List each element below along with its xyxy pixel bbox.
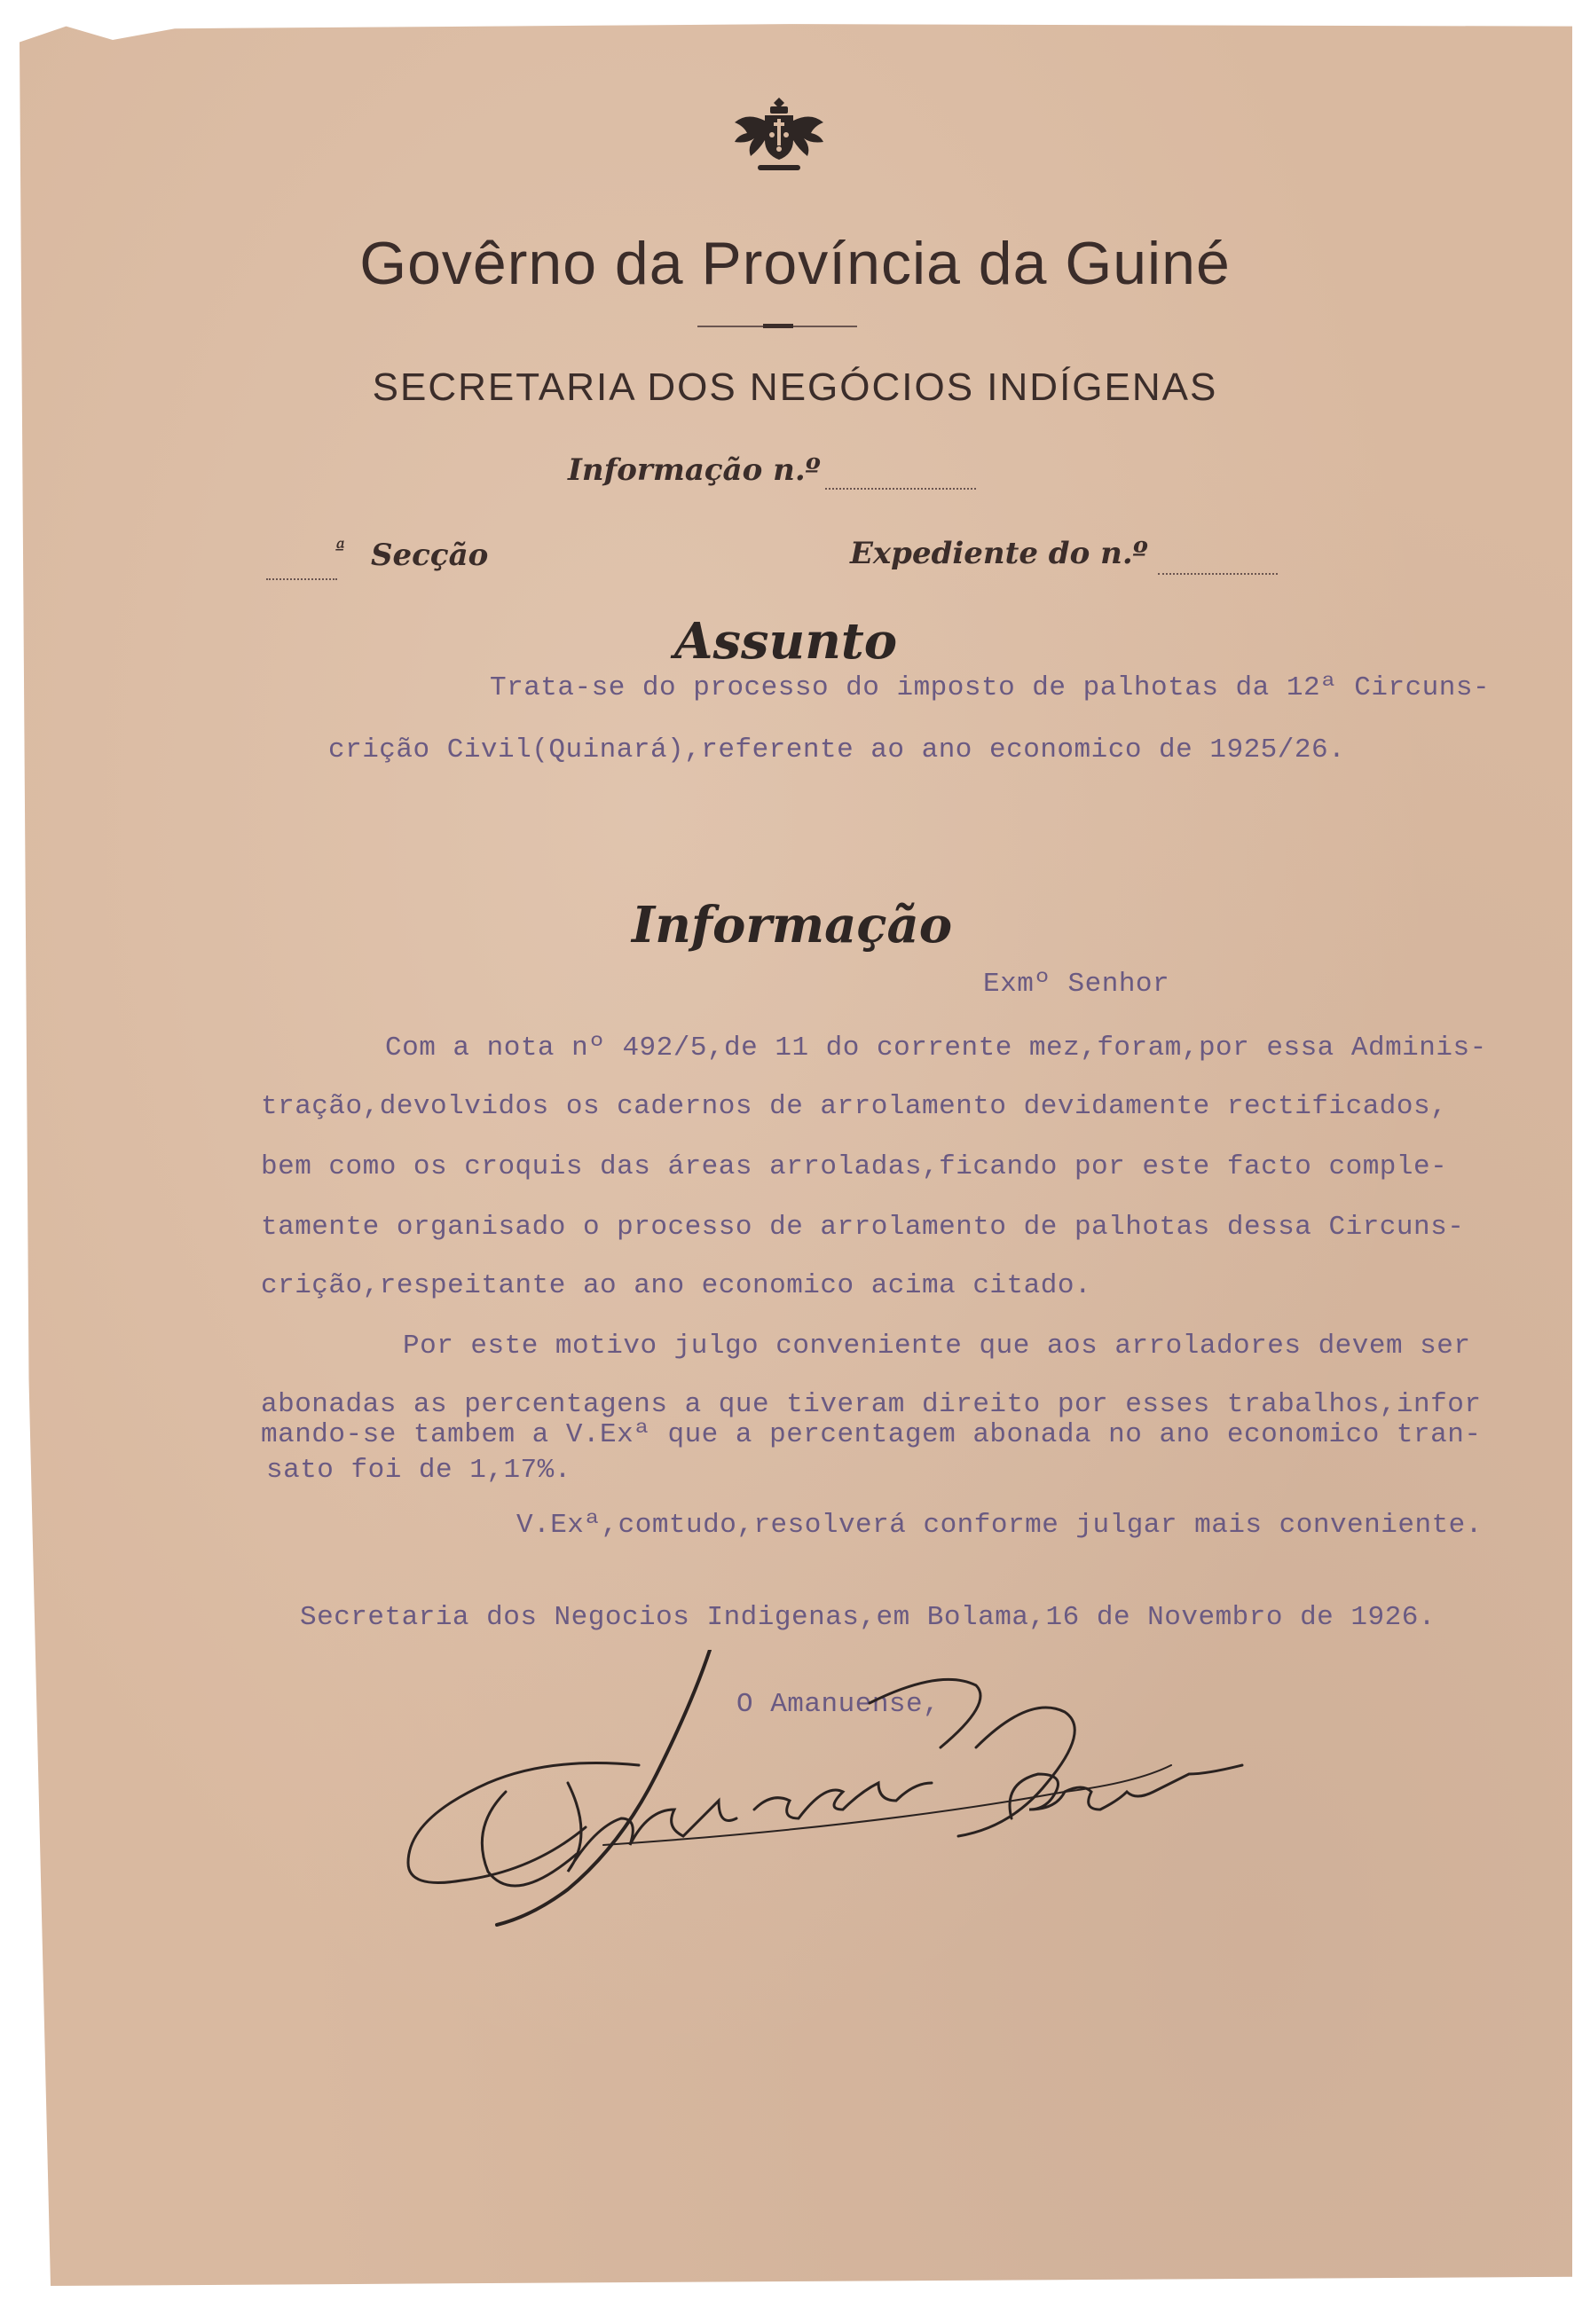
informacao-number-label: Informação n.º xyxy=(568,452,821,488)
government-title: Govêrno da Província da Guiné xyxy=(359,230,1231,297)
body-line: abonadas as percentagens a que tiveram direito por esses trabalhos,infor xyxy=(261,1389,1482,1420)
coat-of-arms-icon xyxy=(726,90,832,179)
expediente-blank xyxy=(1158,571,1278,575)
body-line: tamente organisado o processo de arrolamento de palhotas dessa Circuns- xyxy=(261,1212,1465,1243)
seccao-blank xyxy=(266,577,337,580)
body-line: Por este motivo julgo conveniente que aos arroladores devem ser xyxy=(403,1331,1471,1362)
place-date-line: Secretaria dos Negocios Indigenas,em Bolama,16 de Novembro de 1926. xyxy=(300,1602,1436,1633)
title-rule-accent xyxy=(763,324,793,328)
expediente-label: Expediente do n.º xyxy=(850,536,1148,571)
salutation: Exmº Senhor xyxy=(983,969,1170,1000)
informacao-number-blank xyxy=(825,486,976,490)
handwritten-signature xyxy=(373,1650,1349,1943)
seccao-prefix: ª xyxy=(335,538,345,561)
signatory-title: O Amanuense, xyxy=(736,1689,941,1720)
seccao-label: Secção xyxy=(371,538,489,573)
body-line: tração,devolvidos os cadernos de arrolamento devidamente rectificados, xyxy=(261,1091,1448,1122)
body-line: crição,respeitante ao ano economico acima citado. xyxy=(261,1270,1092,1301)
assunto-heading: Assunto xyxy=(674,612,898,671)
body-line: Com a nota nº 492/5,de 11 do corrente mez,foram,por essa Adminis- xyxy=(385,1032,1487,1064)
informacao-heading: Informação xyxy=(632,896,953,954)
body-line: mando-se tambem a V.Exª que a percentagem abonada no ano economico tran- xyxy=(261,1419,1482,1450)
body-line: bem como os croquis das áreas arroladas,ficando por este facto comple- xyxy=(261,1151,1448,1182)
assunto-line: Trata-se do processo do imposto de palhotas da 12ª Circuns- xyxy=(490,672,1491,703)
body-line: V.Exª,comtudo,resolverá conforme julgar mais conveniente. xyxy=(516,1510,1483,1541)
body-line: sato foi de 1,17%. xyxy=(266,1455,571,1486)
assunto-line: crição Civil(Quinará),referente ao ano economico de 1925/26. xyxy=(328,734,1346,766)
secretariat-heading: SECRETARIA DOS NEGÓCIOS INDÍGENAS xyxy=(372,365,1218,409)
